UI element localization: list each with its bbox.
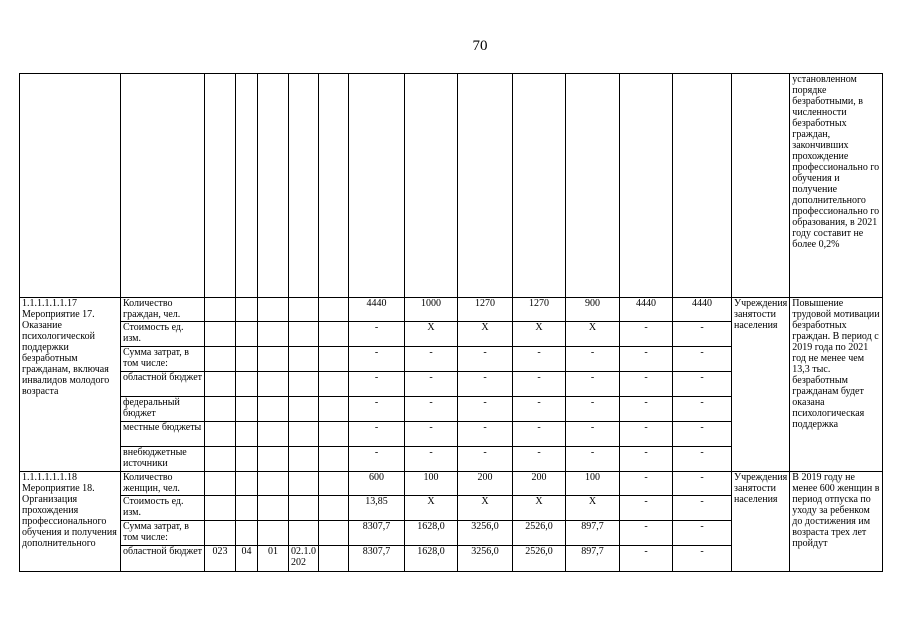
value-cell: 1270 [513, 298, 566, 322]
table-row [20, 298, 883, 322]
budget-code-cell [205, 372, 236, 397]
value-cell: - [513, 372, 566, 397]
value-cell: 8307,7 [349, 521, 405, 546]
value-cell: 900 [566, 298, 620, 322]
measure-label-cell: Количество женщин, чел. [121, 472, 205, 496]
value-cell: - [405, 447, 458, 472]
value-cell: 3256,0 [458, 521, 513, 546]
budget-code-cell [319, 372, 349, 397]
budget-code-cell [205, 347, 236, 372]
budget-code-cell [205, 521, 236, 546]
budget-code-cell [205, 298, 236, 322]
value-cell: 2526,0 [513, 521, 566, 546]
value-cell: 100 [405, 472, 458, 496]
value-cell: - [458, 397, 513, 422]
value-cell: 100 [566, 472, 620, 496]
value-cell: - [673, 322, 732, 347]
budget-code-cell [319, 447, 349, 472]
value-cell: - [673, 422, 732, 447]
value-cell: 4440 [673, 298, 732, 322]
budget-code-cell [236, 372, 258, 397]
value-cell: 1628,0 [405, 521, 458, 546]
cell-empty [673, 74, 732, 298]
value-cell: - [673, 546, 732, 572]
value-cell: - [673, 496, 732, 521]
value-cell: - [405, 372, 458, 397]
budget-code-cell [258, 472, 289, 496]
cell-empty [349, 74, 405, 298]
value-cell: X [405, 496, 458, 521]
cell-empty [205, 74, 236, 298]
budget-code-cell [258, 397, 289, 422]
budget-code-cell [236, 422, 258, 447]
value-cell: - [458, 347, 513, 372]
value-cell: - [620, 472, 673, 496]
expected-result-cell: установленном порядке безработными, в численности безработных граждан, закончивших прохождение профессионально го обучения и получение дополнительного профессионально го образования, в 2021 году составит не более 0,2% [790, 74, 883, 298]
value-cell: - [349, 372, 405, 397]
budget-code-cell [258, 347, 289, 372]
value-cell: 200 [513, 472, 566, 496]
cell-empty [20, 74, 121, 298]
value-cell: 1270 [458, 298, 513, 322]
budget-code-cell [258, 422, 289, 447]
value-cell: X [513, 496, 566, 521]
value-cell: 4440 [620, 298, 673, 322]
value-cell: - [566, 372, 620, 397]
value-cell: 4440 [349, 298, 405, 322]
value-cell: 13,85 [349, 496, 405, 521]
value-cell: - [673, 521, 732, 546]
cell-empty [566, 74, 620, 298]
cell-empty [258, 74, 289, 298]
budget-code-cell [258, 372, 289, 397]
budget-code-cell [289, 472, 319, 496]
cell-empty [732, 74, 790, 298]
value-cell: 200 [458, 472, 513, 496]
value-cell: - [349, 347, 405, 372]
value-cell: - [513, 347, 566, 372]
value-cell: - [620, 347, 673, 372]
budget-code-cell [236, 447, 258, 472]
value-cell: - [620, 496, 673, 521]
value-cell: X [458, 322, 513, 347]
budget-code-cell [236, 347, 258, 372]
budget-code-cell [289, 322, 319, 347]
value-cell: - [405, 422, 458, 447]
value-cell: - [620, 546, 673, 572]
value-cell: X [513, 322, 566, 347]
value-cell: - [620, 372, 673, 397]
budget-code-cell [258, 298, 289, 322]
value-cell: - [620, 521, 673, 546]
value-cell: - [620, 422, 673, 447]
value-cell: X [566, 322, 620, 347]
value-cell: - [349, 447, 405, 472]
table-row [20, 472, 883, 496]
budget-code-cell [205, 447, 236, 472]
value-cell: - [458, 422, 513, 447]
budget-code-cell [289, 447, 319, 472]
budget-code-cell [319, 546, 349, 572]
value-cell: - [620, 447, 673, 472]
cell-empty [319, 74, 349, 298]
budget-code-cell [319, 496, 349, 521]
budget-code-cell [319, 397, 349, 422]
value-cell: - [566, 447, 620, 472]
value-cell: 897,7 [566, 546, 620, 572]
value-cell: - [349, 322, 405, 347]
value-cell: - [620, 397, 673, 422]
measure-label-cell: Стоимость ед. изм. [121, 496, 205, 521]
budget-code-cell [236, 521, 258, 546]
value-cell: - [349, 397, 405, 422]
measure-label-cell: местные бюджеты [121, 422, 205, 447]
value-cell: - [349, 422, 405, 447]
value-cell: 1000 [405, 298, 458, 322]
budget-code-cell [236, 496, 258, 521]
value-cell: X [405, 322, 458, 347]
budget-code-cell: 023 [205, 546, 236, 572]
value-cell: - [566, 347, 620, 372]
budget-code-cell [289, 422, 319, 447]
table-row [20, 74, 883, 298]
budget-code-cell: 01 [258, 546, 289, 572]
budget-code-cell [289, 521, 319, 546]
value-cell: - [566, 397, 620, 422]
budget-code-cell [205, 322, 236, 347]
value-cell: - [673, 447, 732, 472]
page-number: 70 [472, 38, 488, 54]
executor-cell: Учреждения занятости населения [732, 472, 790, 572]
budget-code-cell [236, 298, 258, 322]
budget-code-cell [258, 447, 289, 472]
value-cell: - [513, 422, 566, 447]
activity-title-cell: 1.1.1.1.1.1.17 Мероприятие 17. Оказание психологической поддержки безработным гражданам, включая инвалидов молодого возраста [20, 298, 121, 472]
budget-code-cell [289, 397, 319, 422]
value-cell: X [458, 496, 513, 521]
budget-code-cell [319, 322, 349, 347]
budget-code-cell [205, 496, 236, 521]
measure-label-cell: областной бюджет [121, 372, 205, 397]
value-cell: - [620, 322, 673, 347]
budget-code-cell [289, 372, 319, 397]
measure-label-cell: федеральный бюджет [121, 397, 205, 422]
budget-code-cell [319, 472, 349, 496]
budget-code-cell [205, 422, 236, 447]
budget-code-cell [289, 496, 319, 521]
budget-code-cell [289, 298, 319, 322]
budget-code-cell [258, 322, 289, 347]
value-cell: - [566, 422, 620, 447]
budget-code-cell [236, 472, 258, 496]
value-cell: - [405, 347, 458, 372]
measure-label-cell: Стоимость ед. изм. [121, 322, 205, 347]
budget-code-cell: 02.1.0202 [289, 546, 319, 572]
cell-empty [513, 74, 566, 298]
budget-code-cell: 04 [236, 546, 258, 572]
budget-code-cell [205, 397, 236, 422]
value-cell: 3256,0 [458, 546, 513, 572]
budget-code-cell [319, 422, 349, 447]
activity-title-cell: 1.1.1.1.1.1.18 Мероприятие 18. Организация прохождения профессионального обучения и получения дополнительного [20, 472, 121, 572]
value-cell: - [673, 397, 732, 422]
value-cell: 600 [349, 472, 405, 496]
budget-code-cell [236, 397, 258, 422]
value-cell: - [513, 447, 566, 472]
measure-label-cell: областной бюджет [121, 546, 205, 572]
measure-label-cell: Сумма затрат, в том числе: [121, 521, 205, 546]
value-cell: 1628,0 [405, 546, 458, 572]
cell-empty [458, 74, 513, 298]
budget-code-cell [319, 347, 349, 372]
cell-empty [121, 74, 205, 298]
cell-empty [620, 74, 673, 298]
executor-cell: Учреждения занятости населения [732, 298, 790, 472]
value-cell: - [513, 397, 566, 422]
value-cell: - [458, 372, 513, 397]
measure-label-cell: Сумма затрат, в том числе: [121, 347, 205, 372]
value-cell: - [405, 397, 458, 422]
value-cell: - [673, 472, 732, 496]
budget-code-cell [236, 322, 258, 347]
program-activities-table [19, 73, 883, 572]
budget-code-cell [258, 496, 289, 521]
value-cell: 8307,7 [349, 546, 405, 572]
budget-code-cell [319, 521, 349, 546]
value-cell: - [673, 347, 732, 372]
cell-empty [289, 74, 319, 298]
cell-empty [405, 74, 458, 298]
budget-code-cell [258, 521, 289, 546]
expected-result-cell: Повышение трудовой мотивации безработных граждан. В период с 2019 года по 2021 год не менее чем 13,3 тыс. безработным гражданам будет оказана психологическая поддержка [790, 298, 883, 472]
value-cell: 897,7 [566, 521, 620, 546]
value-cell: - [458, 447, 513, 472]
budget-code-cell [205, 472, 236, 496]
measure-label-cell: внебюджетные источники [121, 447, 205, 472]
value-cell: - [673, 372, 732, 397]
table-body [20, 74, 883, 572]
value-cell: X [566, 496, 620, 521]
cell-empty [236, 74, 258, 298]
measure-label-cell: Количество граждан, чел. [121, 298, 205, 322]
expected-result-cell: В 2019 году не менее 600 женщин в период отпуска по уходу за ребенком до достижения им возраста трех лет пройдут [790, 472, 883, 572]
value-cell: 2526,0 [513, 546, 566, 572]
budget-code-cell [319, 298, 349, 322]
budget-code-cell [289, 347, 319, 372]
